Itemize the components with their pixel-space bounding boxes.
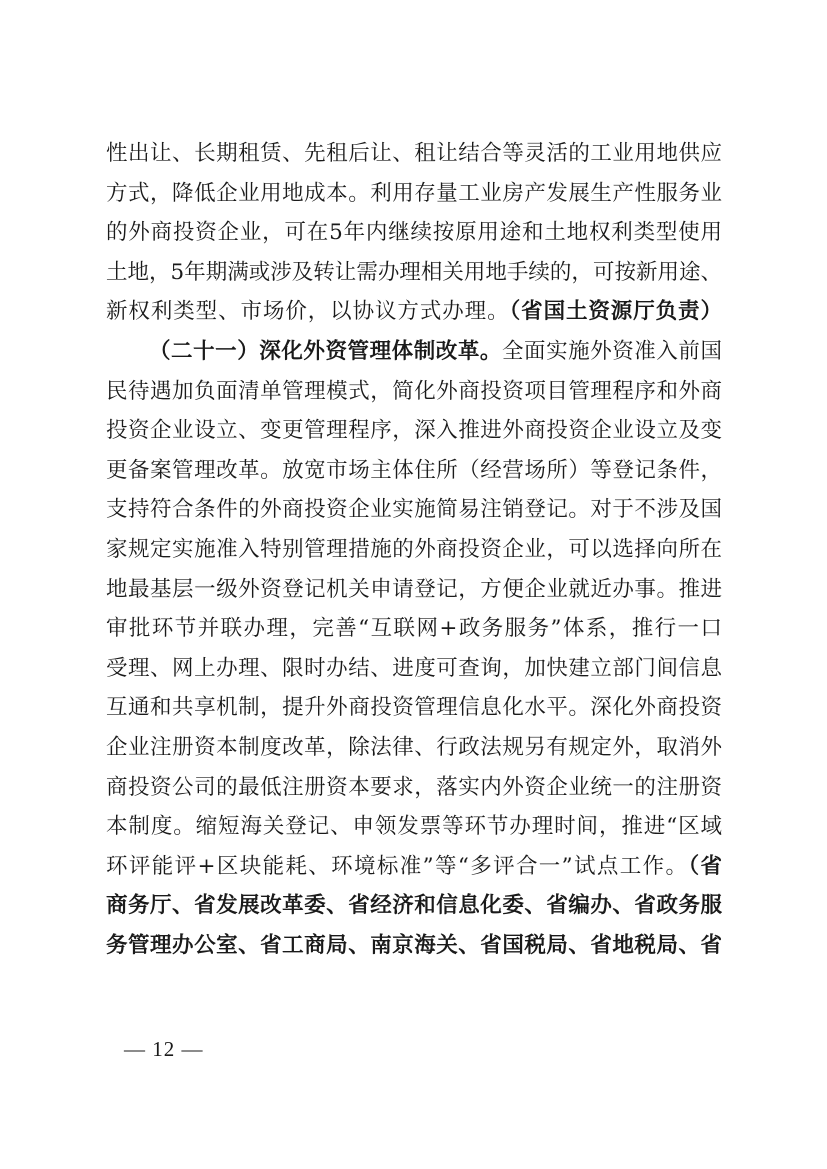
text-line: 互通和共享机制，提升外商投资管理信息化水平。深化外商投资 <box>106 695 722 721</box>
text-segment: 全面实施外资准入前国 <box>501 338 722 364</box>
text-line: 性出让、长期租赁、先租后让、租让结合等灵活的工业用地供应 <box>106 141 722 166</box>
responsible-departments-line: 务管理办公室、省工商局、南京海关、省国税局、省地税局、省 <box>106 932 722 958</box>
text-line: 商投资公司的最低注册资本要求，落实内外资企业统一的注册资 <box>106 774 722 800</box>
text-line: 更备案管理改革。放宽市场主体住所（经营场所）等登记条件， <box>106 457 722 483</box>
text-line: 受理、网上办理、限时办结、进度可查询，加快建立部门间信息 <box>106 655 722 681</box>
text-line: 土地，5年期满或涉及转让需办理相关用地手续的，可按新用途、 <box>106 259 722 285</box>
text-line: 企业注册资本制度改革，除法律、行政法规另有规定外，取消外 <box>106 734 722 760</box>
text-line: 投资企业设立、变更管理程序，深入推进外商投资企业设立及变 <box>106 418 722 444</box>
page-number: — 12 — <box>124 1037 204 1061</box>
text-line: 民待遇加负面清单管理模式，简化外商投资项目管理程序和外商 <box>106 378 722 404</box>
text-line: 方式，降低企业用地成本。利用存量工业房产发展生产性服务业 <box>106 180 722 206</box>
responsible-department: （省 <box>688 853 722 879</box>
body-text <box>106 134 722 965</box>
text-line <box>106 847 722 887</box>
text-segment: 新权利类型、市场价，以协议方式办理。 <box>106 299 510 325</box>
text-line: 家规定实施准入特别管理措施的外商投资企业，可以选择向所在 <box>106 536 722 562</box>
responsible-department: （省国土资源厅负责） <box>509 299 722 325</box>
text-line <box>106 292 722 332</box>
text-line: 支持符合条件的外商投资企业实施简易注销登记。对于不涉及国 <box>106 497 722 523</box>
section-heading-line <box>106 332 722 372</box>
text-segment: 环评能评+区块能耗、环境标准”等“多评合一”试点工作。 <box>106 853 689 879</box>
text-line: 的外商投资企业，可在5年内继续按原用途和土地权利类型使用 <box>106 220 722 246</box>
responsible-departments-line: 商务厅、省发展改革委、省经济和信息化委、省编办、省政务服 <box>106 893 722 919</box>
section-heading: （二十一）深化外资管理体制改革。 <box>149 338 502 364</box>
text-line: 审批环节并联办理，完善“互联网+政务服务”体系，推行一口 <box>106 616 722 642</box>
text-line: 地最基层一级外资登记机关申请登记，方便企业就近办事。推进 <box>106 576 722 602</box>
text-line: 本制度。缩短海关登记、申领发票等环节办理时间，推进“区域 <box>106 814 722 840</box>
